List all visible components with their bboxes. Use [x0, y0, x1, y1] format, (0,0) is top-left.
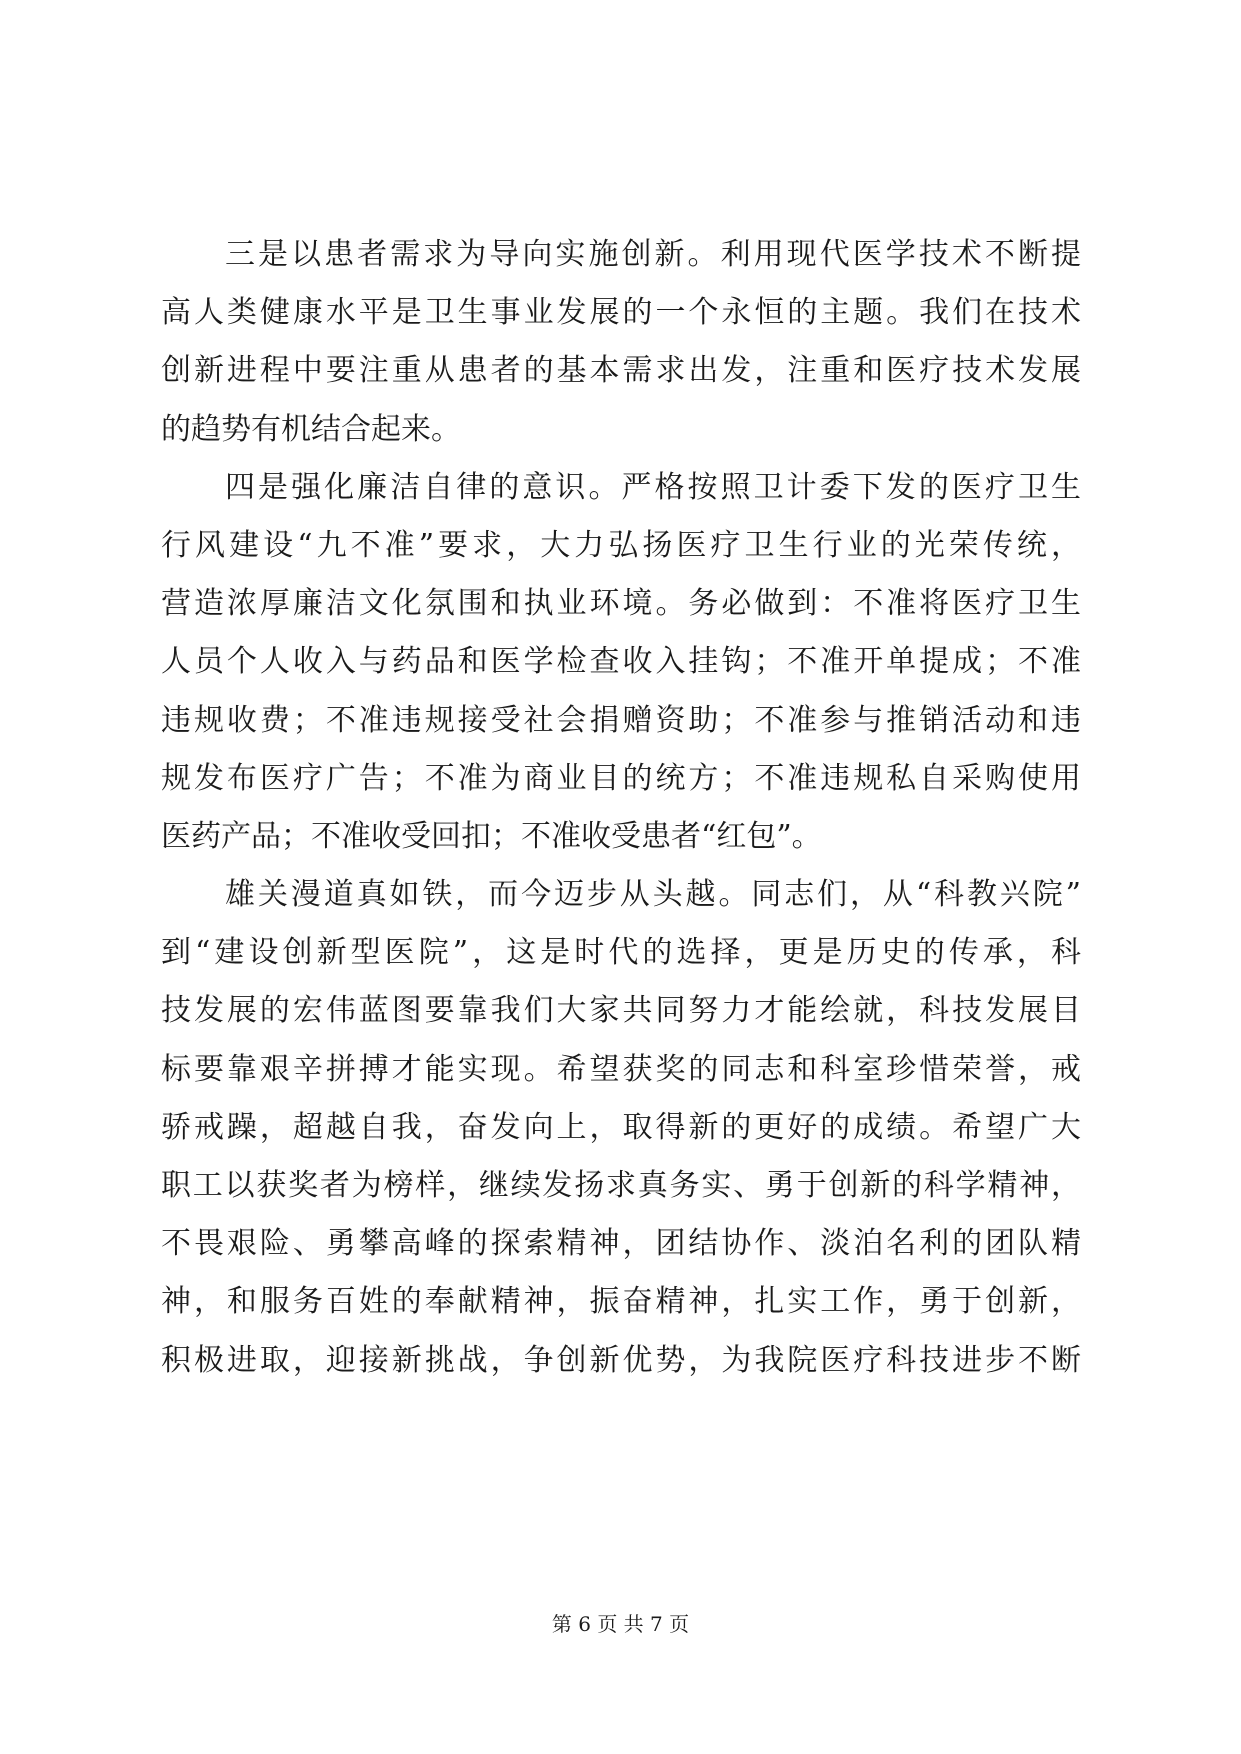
paragraph-line: 技发展的宏伟蓝图要靠我们大家共同努力才能绘就，科技发展目 — [161, 993, 1081, 1029]
paragraph-line: 人员个人收入与药品和医学检查收入挂钩；不准开单提成；不准 — [161, 644, 1081, 680]
paragraph-line: 标要靠艰辛拼搏才能实现。希望获奖的同志和科室珍惜荣誉，戒 — [161, 1051, 1081, 1087]
paragraph-line: 三是以患者需求为导向实施创新。利用现代医学技术不断提 — [225, 237, 1081, 272]
paragraph-line: 违规收费；不准违规接受社会捐赠资助；不准参与推销活动和违 — [161, 702, 1081, 738]
paragraph-line: 四是强化廉洁自律的意识。严格按照卫计委下发的医疗卫生 — [225, 469, 1081, 505]
paragraph-closing — [161, 866, 1081, 1390]
paragraph-line: 规发布医疗广告；不准为商业目的统方；不准违规私自采购使用 — [161, 760, 1081, 796]
paragraph-line: 雄关漫道真如铁，而今迈步从头越。同志们，从“科教兴院” — [225, 877, 1081, 913]
paragraph-line: 高人类健康水平是卫生事业发展的一个永恒的主题。我们在技术 — [161, 295, 1081, 331]
paragraph-line: 神，和服务百姓的奉献精神，振奋精神，扎实工作，勇于创新， — [161, 1284, 1081, 1320]
paragraph-line: 创新进程中要注重从患者的基本需求出发，注重和医疗技术发展 — [161, 353, 1081, 389]
paragraph-line: 积极进取，迎接新挑战，争创新优势，为我院医疗科技进步不断 — [161, 1342, 1081, 1378]
paragraph-line: 行风建设“九不准”要求，大力弘扬医疗卫生行业的光荣传统， — [161, 527, 1081, 563]
paragraph-line: 医药产品；不准收受回扣；不准收受患者“红包”。 — [161, 818, 822, 854]
paragraph-innovation — [161, 226, 1081, 459]
paragraph-line: 到“建设创新型医院”，这是时代的选择，更是历史的传承，科 — [161, 935, 1081, 971]
paragraph-line: 骄戒躁，超越自我，奋发向上，取得新的更好的成绩。希望广大 — [161, 1109, 1081, 1145]
document-body — [161, 226, 1081, 1390]
paragraph-integrity — [161, 459, 1081, 866]
paragraph-line: 不畏艰险、勇攀高峰的探索精神，团结协作、淡泊名利的团队精 — [161, 1226, 1081, 1262]
paragraph-line: 营造浓厚廉洁文化氛围和执业环境。务必做到：不准将医疗卫生 — [161, 586, 1081, 622]
paragraph-line: 的趋势有机结合起来。 — [161, 411, 461, 447]
paragraph-line: 职工以获奖者为榜样，继续发扬求真务实、勇于创新的科学精神， — [161, 1168, 1081, 1203]
page-number-footer: 第 6 页 共 7 页 — [551, 1612, 690, 1636]
